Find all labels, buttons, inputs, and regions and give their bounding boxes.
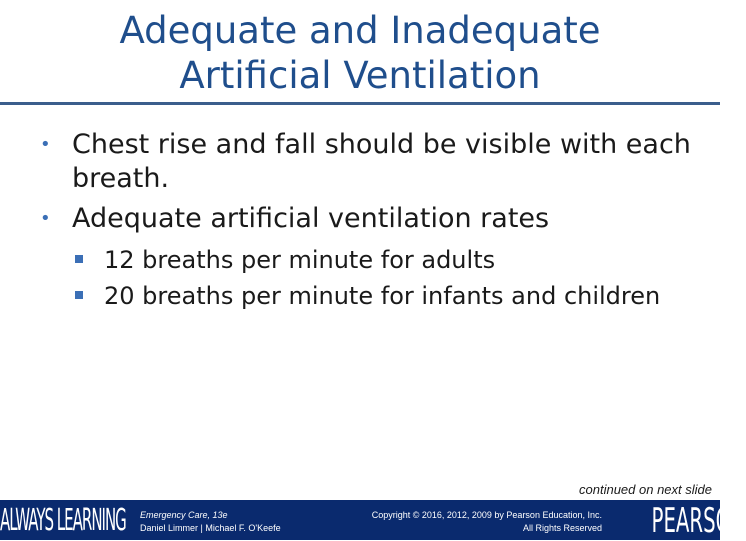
rights-text: All Rights Reserved xyxy=(522,523,602,533)
continued-note: continued on next slide xyxy=(579,482,712,497)
book-credit xyxy=(140,509,281,535)
bullet-chest-rise xyxy=(40,128,700,196)
slide-title xyxy=(0,8,720,98)
bullet-text: Chest rise and fall should be visible with each breath. xyxy=(72,129,691,194)
copyright-text: Copyright © 2016, 2012, 2009 by Pearson Education, Inc. xyxy=(371,510,602,520)
sub-bullet-infants-children xyxy=(40,278,700,314)
bullet-dot-icon: • xyxy=(40,134,51,155)
bullet-dot-icon: • xyxy=(40,208,51,229)
bullet-ventilation-rates xyxy=(40,202,700,236)
pearson-logo: PEARSON xyxy=(651,501,746,541)
sub-bullet-text: 12 breaths per minute for adults xyxy=(104,246,496,274)
sub-bullet-adults xyxy=(40,242,700,278)
footer-bar xyxy=(0,500,746,541)
book-authors: Daniel Limmer | Michael F. O'Keefe xyxy=(140,523,281,533)
bullet-text: Adequate artificial ventilation rates xyxy=(72,203,550,234)
always-learning-logo: ALWAYS LEARNING xyxy=(0,503,126,538)
square-bullet-icon xyxy=(75,291,83,299)
book-title: Emergency Care, 13e xyxy=(140,510,228,520)
slide-title-line-1: Adequate and Inadequate xyxy=(119,9,601,52)
title-divider xyxy=(0,102,720,105)
sub-bullet-text: 20 breaths per minute for infants and children xyxy=(104,282,661,310)
slide-body xyxy=(40,128,700,314)
square-bullet-icon xyxy=(75,255,83,263)
copyright-notice xyxy=(372,509,602,535)
slide-title-line-2: Artificial Ventilation xyxy=(179,54,541,97)
